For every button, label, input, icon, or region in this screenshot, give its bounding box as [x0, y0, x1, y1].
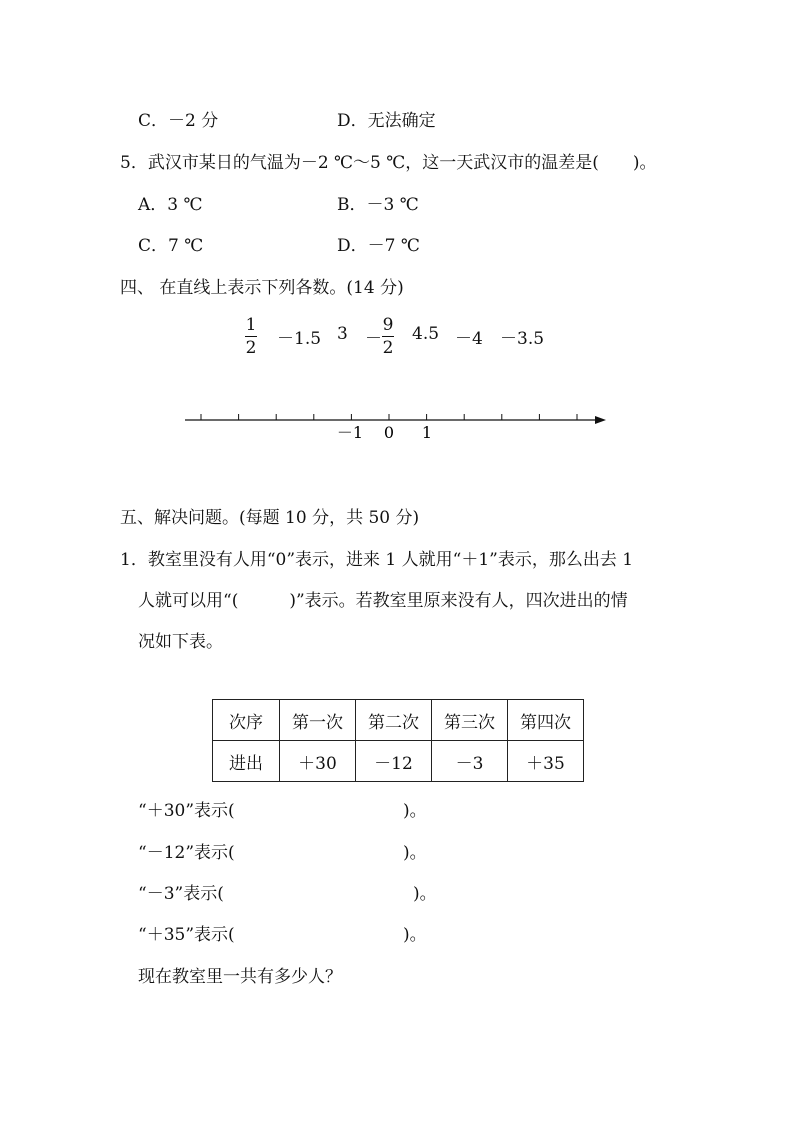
blank2-prefix: “－12”表示( — [138, 843, 235, 863]
table-cell: －3 — [432, 741, 508, 782]
number-4-5: 4.5 — [412, 324, 440, 344]
number-neg-3-5: －3.5 — [500, 329, 545, 349]
table-cell: －12 — [356, 741, 432, 782]
section4-title: 四、 在直线上表示下列各数。(14 分) — [120, 278, 404, 298]
table-header-cell: 第二次 — [356, 700, 432, 741]
q5-option-b: B．－3 ℃ — [337, 195, 419, 215]
fraction-denominator: 2 — [382, 338, 394, 358]
q1-line3: 况如下表。 — [138, 632, 223, 652]
tick-label-neg1: －1 — [336, 423, 364, 442]
blank4-prefix: “＋35”表示( — [138, 925, 235, 945]
q4-option-c: C．－2 分 — [138, 111, 219, 131]
number-3: 3 — [337, 324, 348, 344]
fraction-sign: － — [365, 329, 382, 349]
blank3-prefix: “－3”表示( — [138, 884, 224, 904]
q5-option-d: D．－7 ℃ — [337, 236, 420, 256]
q5-stem: 5．武汉市某日的气温为－2 ℃～5 ℃，这一天武汉市的温差是( )。 — [120, 153, 657, 173]
arrow-right-icon — [595, 416, 606, 424]
table-cell: 进出 — [213, 741, 280, 782]
blank1-suffix: )。 — [403, 801, 427, 821]
table-cell: ＋35 — [508, 741, 584, 782]
tick-label-zero: 0 — [383, 423, 395, 442]
blank4-suffix: )。 — [403, 925, 427, 945]
q5-option-c: C．7 ℃ — [138, 236, 204, 256]
table-header-cell: 第三次 — [432, 700, 508, 741]
fraction-numerator: 1 — [245, 315, 257, 335]
table-header-row — [213, 700, 584, 741]
number-line — [0, 0, 793, 460]
blank1-prefix: “＋30”表示( — [138, 801, 235, 821]
tick-label-one: 1 — [421, 423, 433, 442]
table-header-cell: 第四次 — [508, 700, 584, 741]
number-neg-1-5: －1.5 — [277, 329, 322, 349]
table-header-cell: 次序 — [213, 700, 280, 741]
q1-line2: 人就可以用“( )”表示。若教室里原来没有人，四次进出的情 — [138, 591, 628, 611]
section5-title: 五、解决问题。(每题 10 分，共 50 分) — [120, 508, 420, 528]
final-question: 现在教室里一共有多少人？ — [138, 967, 342, 987]
fraction-numerator: 9 — [382, 315, 394, 335]
q5-option-a: A．3 ℃ — [138, 195, 203, 215]
table-cell: ＋30 — [280, 741, 356, 782]
number-neg-4: －4 — [455, 329, 483, 349]
table-header-cell: 第一次 — [280, 700, 356, 741]
table-row — [213, 741, 584, 782]
q1-line1: 1．教室里没有人用“0”表示，进来 1 人就用“＋1”表示，那么出去 1 — [120, 550, 634, 570]
fraction-denominator: 2 — [245, 338, 257, 358]
entry-exit-table — [212, 699, 584, 782]
blank2-suffix: )。 — [403, 843, 427, 863]
q4-option-d: D．无法确定 — [337, 111, 436, 131]
blank3-suffix: )。 — [413, 884, 437, 904]
